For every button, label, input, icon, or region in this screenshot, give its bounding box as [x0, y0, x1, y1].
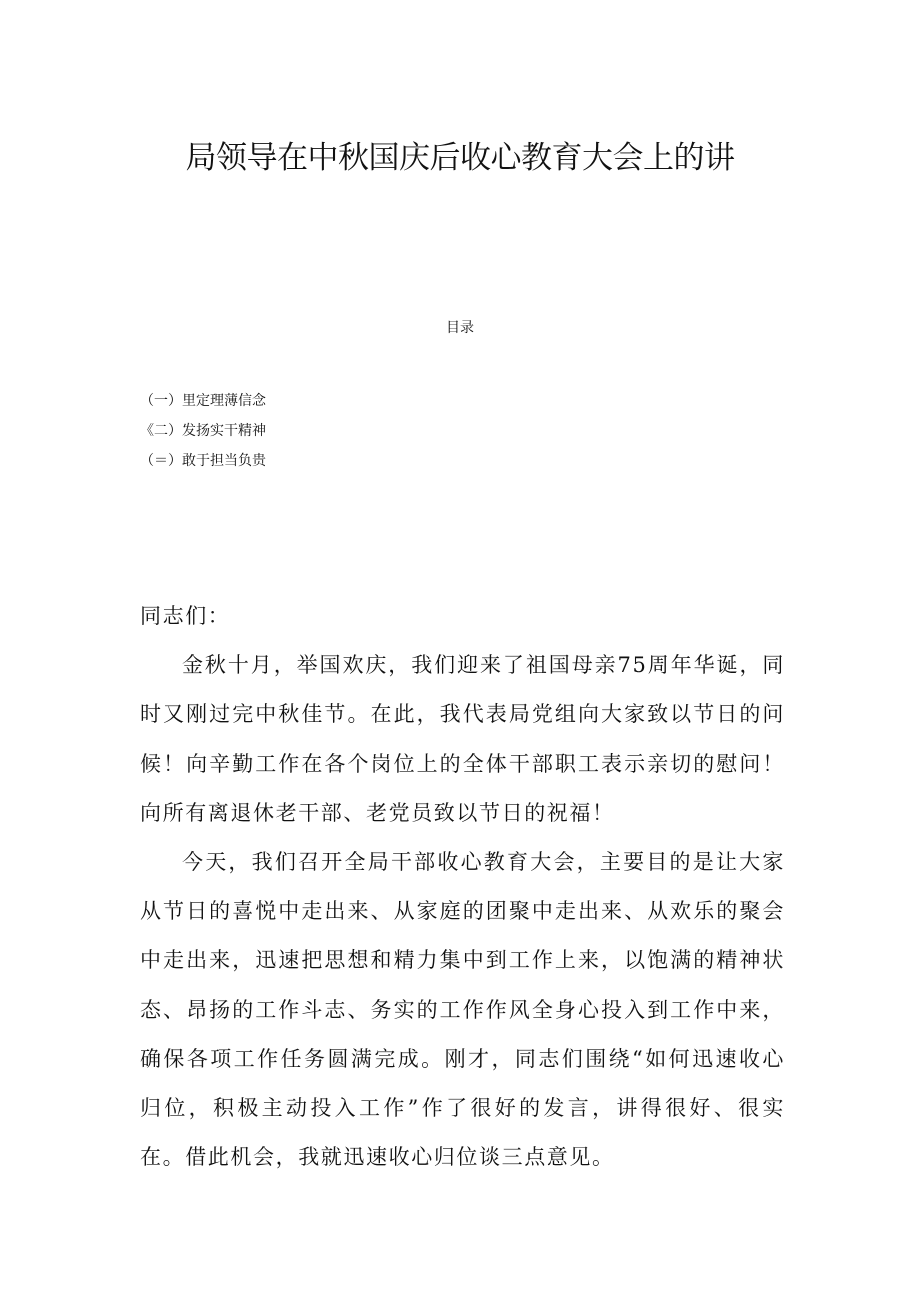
toc-heading: 目录 [446, 320, 474, 336]
salutation: 同志们： [140, 604, 231, 628]
paragraph-2: 今天，我们召开全局干部收心教育大会，主要目的是让大家从节日的喜悦中走出来、从家庭的团聚中走出来、从欢乐的聚会中走出来，迅速把思想和精力集中到工作上来，以饱满的精神状态、昂扬的工作斗志、务实的工作作风全身心投入到工作中来，确保各项工作任务圆满完成。刚才，同志们围绕“如何迅速收心归位，积极主动投入工作”作了很好的发言，讲得很好、很实在。借此机会，我就迅速收心归位谈三点意见。 [140, 850, 785, 1170]
toc-item-2: 《二）发扬实干精神 [140, 423, 266, 439]
paragraph-1: 金秋十月，举国欢庆，我们迎来了祖国母亲75周年华诞，同时又刚过完中秋佳节。在此，我代表局党组向大家致以节日的问候！向辛勤工作在各个岗位上的全体干部职工表示亲切的慰问！向所有离退休老干部、老党员致以节日的祝福！ [140, 653, 785, 825]
document-title: 局领导在中秋国庆后收心教育大会上的讲 [185, 140, 735, 176]
toc-item-1: （一）里定理薄信念 [140, 393, 266, 409]
toc-list [140, 390, 266, 480]
toc-item-3: （＝）敢于担当负贵 [140, 453, 266, 469]
speech-body [140, 592, 785, 1182]
